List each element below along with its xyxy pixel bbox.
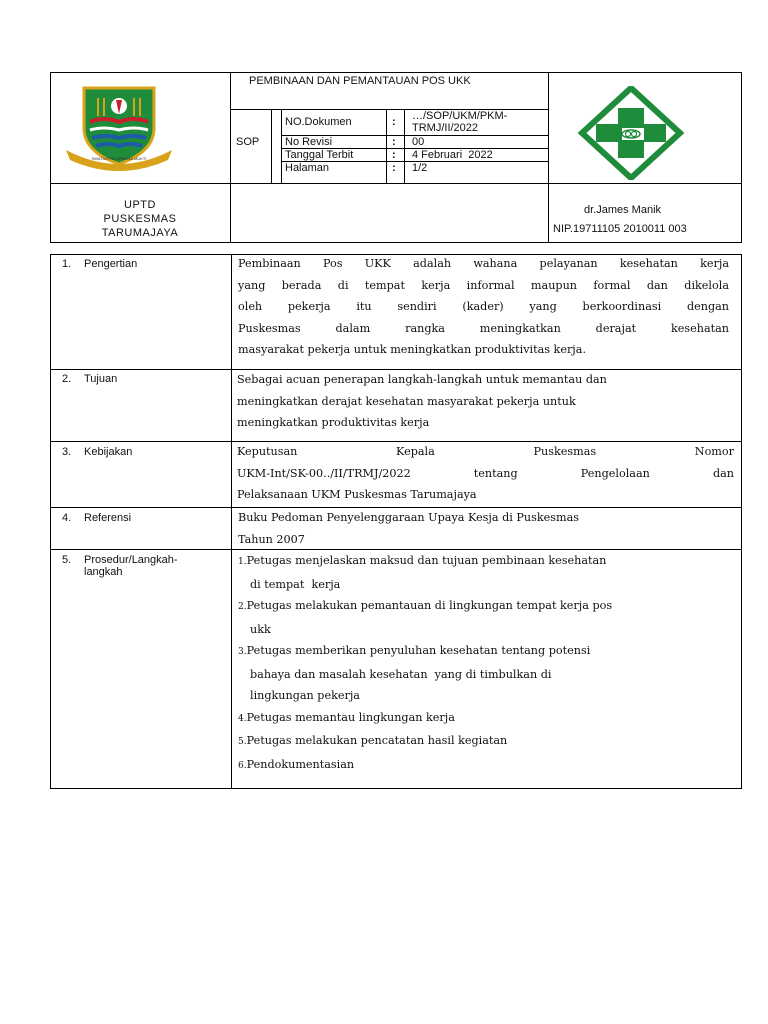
- section-body-referensi: [238, 507, 730, 550]
- field-sep: :: [392, 149, 396, 161]
- step-number: 3.: [238, 647, 247, 657]
- body-line: Pelaksanaan UKM Puskesmas Tarumajaya: [237, 488, 477, 501]
- field-label-no-revisi: No Revisi: [285, 136, 333, 148]
- step-continuation: ukk: [250, 622, 271, 636]
- step-text: Petugas melakukan pemantauan di lingkungan tempat kerja pos: [246, 599, 613, 612]
- body-line: UKM-Int/SK-00../II/TRMJ/2022 tentang Pengelolaan dan: [237, 466, 734, 480]
- body-line: oleh pekerja itu sendiri (kader) yang berkoordinasi dengan: [238, 300, 729, 313]
- field-label-no-dokumen: NO.Dokumen: [285, 116, 352, 128]
- body-line: Tahun 2007: [238, 532, 305, 546]
- body-line: Keputusan Kepala Puskesmas Nomor: [237, 445, 734, 458]
- step-continuation: lingkungan pekerja: [250, 689, 360, 702]
- section-body-kebijakan: [237, 441, 734, 506]
- step-item: [238, 707, 733, 731]
- section-label-tujuan: [62, 373, 117, 385]
- section-title: Referensi: [84, 512, 132, 524]
- body-line: masyarakat pekerja untuk meningkatkan produktivitas kerja.: [238, 343, 587, 356]
- signer-nip: NIP.19711105 2010011 003: [553, 223, 687, 235]
- step-item: [238, 754, 733, 778]
- section-label-kebijakan: [62, 446, 132, 458]
- step-number: 6.: [238, 760, 247, 771]
- field-label-tanggal-terbit: Tanggal Terbit: [285, 149, 354, 161]
- body-line: Sebagai acuan penerapan langkah-langkah untuk memantau dan: [237, 373, 607, 386]
- org-line-tarumajaya: TARUMAJAYA: [101, 227, 179, 239]
- section-title: Pengertian: [84, 258, 138, 270]
- step-item: [238, 730, 733, 754]
- body-line: Puskesmas dalam rangka meningkatkan derajat kesehatan: [238, 321, 729, 335]
- field-sep: :: [392, 116, 396, 128]
- field-value-no-dokumen: …/SOP/UKM/PKM-TRMJ/II/2022: [412, 110, 508, 134]
- org-name: [50, 198, 230, 240]
- step-text: Petugas memberikan penyuluhan kesehatan tentang potensi: [246, 644, 591, 657]
- section-number: 3.: [62, 446, 72, 458]
- step-continuation: bahaya dan masalah kesehatan yang di timbulkan di: [250, 667, 552, 681]
- step-text: Pendokumentasian: [246, 757, 355, 771]
- puskesmas-logo: [578, 86, 684, 180]
- step-item: [238, 550, 733, 574]
- field-sep: :: [392, 136, 396, 148]
- section-number: 4.: [62, 512, 72, 524]
- field-value-halaman: 1/2: [412, 162, 428, 174]
- section-number: 2.: [62, 373, 72, 385]
- step-number: 2.: [238, 602, 247, 612]
- step-text: Petugas menjelaskan maksud dan tujuan pembinaan kesehatan: [246, 554, 607, 567]
- regency-crest-logo: [64, 86, 174, 172]
- step-number: 4.: [238, 713, 247, 724]
- field-value-tanggal-terbit: 4 Februari 2022: [412, 149, 493, 161]
- body-line: meningkatkan produktivitas kerja: [237, 416, 430, 429]
- sop-label: SOP: [236, 136, 260, 148]
- field-label-halaman: Halaman: [285, 162, 330, 174]
- step-text: Petugas melakukan pencatatan hasil kegiatan: [246, 734, 508, 747]
- body-line: meningkatkan derajat kesehatan masyarakat pekerja untuk: [237, 394, 576, 408]
- step-number: 5.: [238, 737, 247, 747]
- body-line: Pembinaan Pos UKK adalah wahana pelayanan kesehatan kerja: [238, 257, 729, 270]
- org-line-puskesmas: PUSKESMAS: [103, 213, 177, 225]
- crest-motto: SWATANTRA WIBAWA MUKTI: [91, 156, 147, 161]
- step-text: Petugas memantau lingkungan kerja: [246, 710, 455, 724]
- body-line: yang berada di tempat kerja informal maupun formal dan dikelola: [238, 278, 729, 292]
- step-number: 1.: [238, 557, 247, 567]
- body-line: Buku Pedoman Penyelenggaraan Upaya Kesja di Puskesmas: [238, 511, 580, 524]
- section-number: 5.: [62, 554, 72, 566]
- step-continuation: di tempat kerja: [250, 577, 341, 591]
- section-title: Prosedur/Langkah-: [84, 554, 178, 566]
- field-value-no-revisi: 00: [412, 136, 425, 148]
- step-item: [238, 595, 733, 619]
- section-body-tujuan: [237, 369, 729, 434]
- procedure-steps: [238, 550, 733, 777]
- section-title-cont: langkah: [84, 566, 123, 578]
- document-title: PEMBINAAN DAN PEMANTAUAN POS UKK: [249, 75, 471, 87]
- org-line-uptd: UPTD: [124, 199, 156, 211]
- step-item: [238, 640, 733, 664]
- section-title: Tujuan: [84, 373, 118, 385]
- section-body-pengertian: [238, 253, 729, 361]
- signer-name: dr.James Manik: [584, 204, 662, 216]
- section-label-pengertian: [62, 258, 137, 270]
- section-title: Kebijakan: [84, 446, 133, 458]
- section-label-referensi: [62, 512, 131, 524]
- section-number: 1.: [62, 258, 72, 270]
- field-sep: :: [392, 162, 396, 174]
- section-label-prosedur: [62, 554, 178, 578]
